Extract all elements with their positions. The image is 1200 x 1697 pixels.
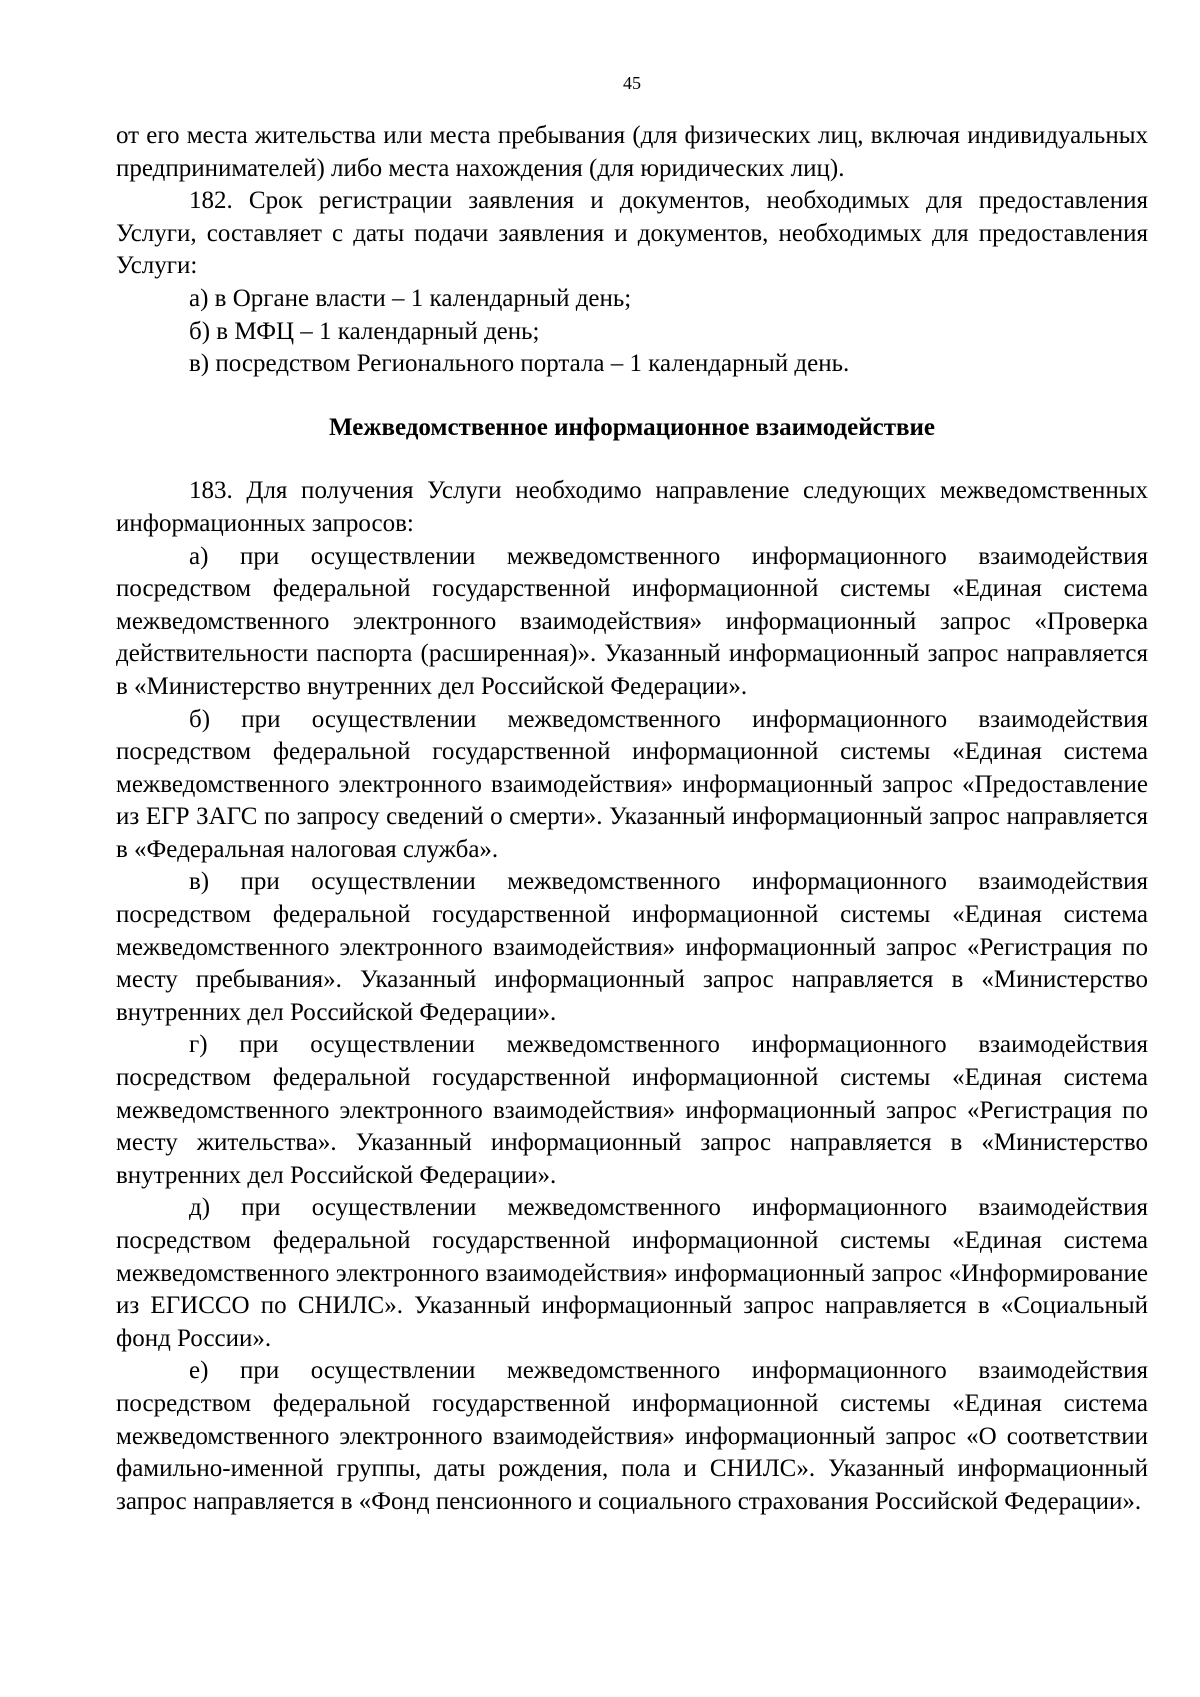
paragraph-182-v: в) посредством Регионального портала – 1 календарный день. — [189, 350, 850, 378]
paragraph-183-g: г) при осуществлении межведомственного информационного взаимодействия посредством федеральной государственной информационной системы «Единая система межведомственного электронного взаимодействия» информационный запрос «Регистрация по месту жительства». Указанный информационный запрос направляется в «Министерство внутренних дел Российской Федерации». — [116, 1031, 1148, 1189]
paragraph-continuation: от его места жительства или места пребывания (для физических лиц, включая индивидуальных предпринимателей) либо места нахождения (для юридических лиц). — [116, 122, 1148, 182]
document-page — [116, 0, 1148, 1697]
paragraph-182-b: б) в МФЦ – 1 календарный день; — [189, 317, 540, 345]
paragraph-183-d: д) при осуществлении межведомственного информационного взаимодействия посредством федеральной государственной информационной системы «Единая система межведомственного электронного взаимодействия» информационный запрос «Информирование из ЕГИССО по СНИЛС». Указанный информационный запрос направляется в «Социальный фонд России». — [116, 1194, 1148, 1352]
page-number: 45 — [623, 73, 641, 93]
paragraph-183-b: б) при осуществлении межведомственного информационного взаимодействия посредством федеральной государственной информационной системы «Единая система межведомственного электронного взаимодействия» информационный запрос «Предоставление из ЕГР ЗАГС по запросу сведений о смерти». Указанный информационный запрос направляется в «Федеральная налоговая служба». — [116, 705, 1148, 863]
paragraph-183-a: а) при осуществлении межведомственного информационного взаимодействия посредством федеральной государственной информационной системы «Единая система межведомственного электронного взаимодействия» информационный запрос «Проверка действительности паспорта (расширенная)». Указанный информационный запрос направляется в «Министерство внутренних дел Российской Федерации». — [116, 542, 1148, 700]
paragraph-183-v: в) при осуществлении межведомственного информационного взаимодействия посредством федеральной государственной информационной системы «Единая система межведомственного электронного взаимодействия» информационный запрос «Регистрация по месту пребывания». Указанный информационный запрос направляется в «Министерство внутренних дел Российской Федерации». — [116, 868, 1148, 1026]
paragraph-183-e: е) при осуществлении межведомственного информационного взаимодействия посредством федеральной государственной информационной системы «Единая система межведомственного электронного взаимодействия» информационный запрос «О соответствии фамильно-именной группы, даты рождения, пола и СНИЛС». Указанный информационный запрос направляется в «Фонд пенсионного и социального страхования Российской Федерации». — [116, 1357, 1148, 1515]
section-heading: Межведомственное информационное взаимодействие — [329, 413, 935, 441]
paragraph-183: 183. Для получения Услуги необходимо направление следующих межведомственных информационных запросов: — [116, 477, 1148, 537]
document-body — [116, 120, 1148, 1518]
paragraph-182: 182. Срок регистрации заявления и документов, необходимых для предоставления Услуги, составляет с даты подачи заявления и документов, необходимых для предоставления Услуги: — [116, 187, 1148, 280]
paragraph-182-a: а) в Органе власти – 1 календарный день; — [189, 284, 632, 312]
